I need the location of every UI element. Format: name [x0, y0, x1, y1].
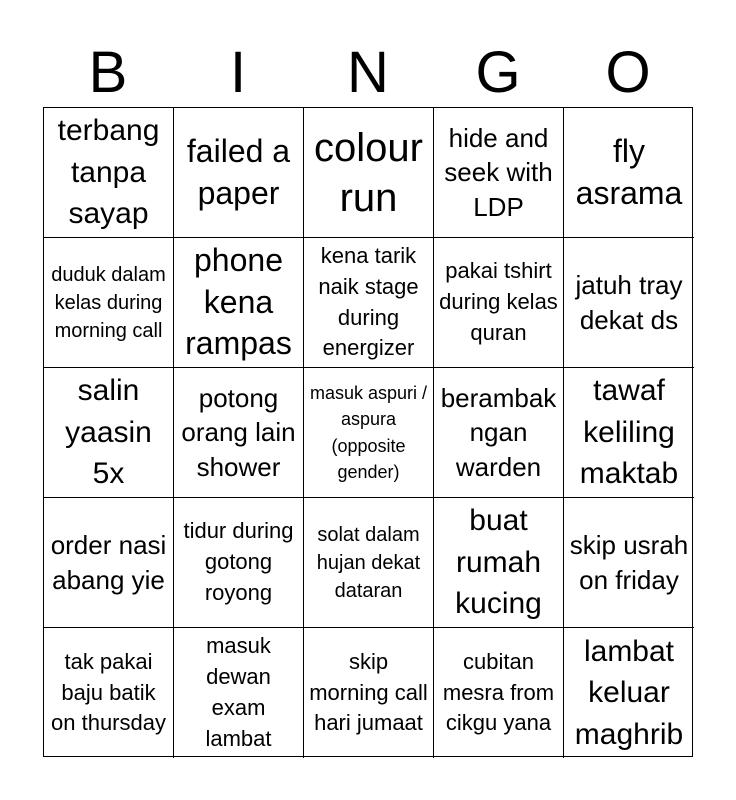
cell-text: duduk dalam kelas during morning call	[51, 263, 166, 342]
cell-text: cubitan mesra from cikgu yana	[442, 648, 555, 736]
header-letter-o: O	[605, 40, 651, 105]
bingo-grid	[43, 107, 693, 757]
bingo-cell[interactable]	[564, 628, 694, 758]
cell-text: order nasi abang yie	[50, 530, 167, 595]
bingo-cell[interactable]	[304, 628, 434, 758]
cell-text: berambak ngan warden	[440, 383, 557, 482]
bingo-cell[interactable]	[564, 238, 694, 368]
cell-text: terbang tanpa sayap	[57, 114, 160, 231]
bingo-cell[interactable]	[304, 498, 434, 628]
cell-text: colour run	[314, 125, 423, 220]
bingo-cell[interactable]	[434, 108, 564, 238]
bingo-cell[interactable]	[174, 368, 304, 498]
cell-text: failed a paper	[186, 132, 291, 211]
cell-text: skip usrah on friday	[569, 530, 689, 595]
bingo-cell[interactable]	[174, 498, 304, 628]
cell-text: jatuh tray dekat ds	[575, 270, 683, 335]
cell-text: phone kena rampas	[185, 242, 292, 362]
bingo-cell[interactable]	[434, 368, 564, 498]
cell-text: tak pakai baju batik on thursday	[51, 648, 166, 736]
bingo-cell[interactable]	[44, 498, 174, 628]
cell-text: skip morning call hari jumaat	[309, 648, 428, 736]
header-letter-g: G	[475, 40, 521, 105]
bingo-cell[interactable]	[174, 628, 304, 758]
cell-text: salin yaasin 5x	[65, 374, 152, 491]
cell-text: hide and seek with LDP	[444, 123, 553, 222]
bingo-cell[interactable]	[44, 628, 174, 758]
bingo-cell[interactable]	[174, 238, 304, 368]
cell-text: fly asrama	[575, 132, 683, 211]
bingo-cell[interactable]	[434, 628, 564, 758]
bingo-cell[interactable]	[44, 108, 174, 238]
bingo-cell[interactable]	[564, 498, 694, 628]
bingo-cell[interactable]	[44, 368, 174, 498]
cell-text: lambat keluar maghrib	[574, 634, 684, 751]
cell-text: masuk aspuri / aspura (opposite gender)	[309, 383, 428, 482]
bingo-cell[interactable]	[434, 238, 564, 368]
cell-text: tawaf keliling maktab	[579, 374, 679, 491]
bingo-cell[interactable]	[304, 108, 434, 238]
cell-text: tidur during gotong royong	[183, 518, 294, 605]
bingo-cell[interactable]	[564, 368, 694, 498]
header-letter-b: B	[88, 40, 128, 105]
bingo-cell[interactable]	[564, 108, 694, 238]
bingo-cell[interactable]	[304, 238, 434, 368]
cell-text: potong orang lain shower	[181, 383, 296, 482]
cell-text: kena tarik naik stage during energizer	[318, 242, 419, 361]
bingo-header	[43, 40, 693, 106]
bingo-cell[interactable]	[434, 498, 564, 628]
bingo-cell[interactable]	[304, 368, 434, 498]
header-letter-i: I	[229, 40, 247, 105]
header-letter-n: N	[347, 40, 389, 105]
cell-text: masuk dewan exam lambat	[205, 633, 272, 751]
bingo-cell[interactable]	[44, 238, 174, 368]
bingo-cell[interactable]	[174, 108, 304, 238]
cell-text: solat dalam hujan dekat dataran	[316, 523, 421, 602]
cell-text: buat rumah kucing	[455, 504, 542, 621]
cell-text: pakai tshirt during kelas quran	[439, 258, 558, 345]
